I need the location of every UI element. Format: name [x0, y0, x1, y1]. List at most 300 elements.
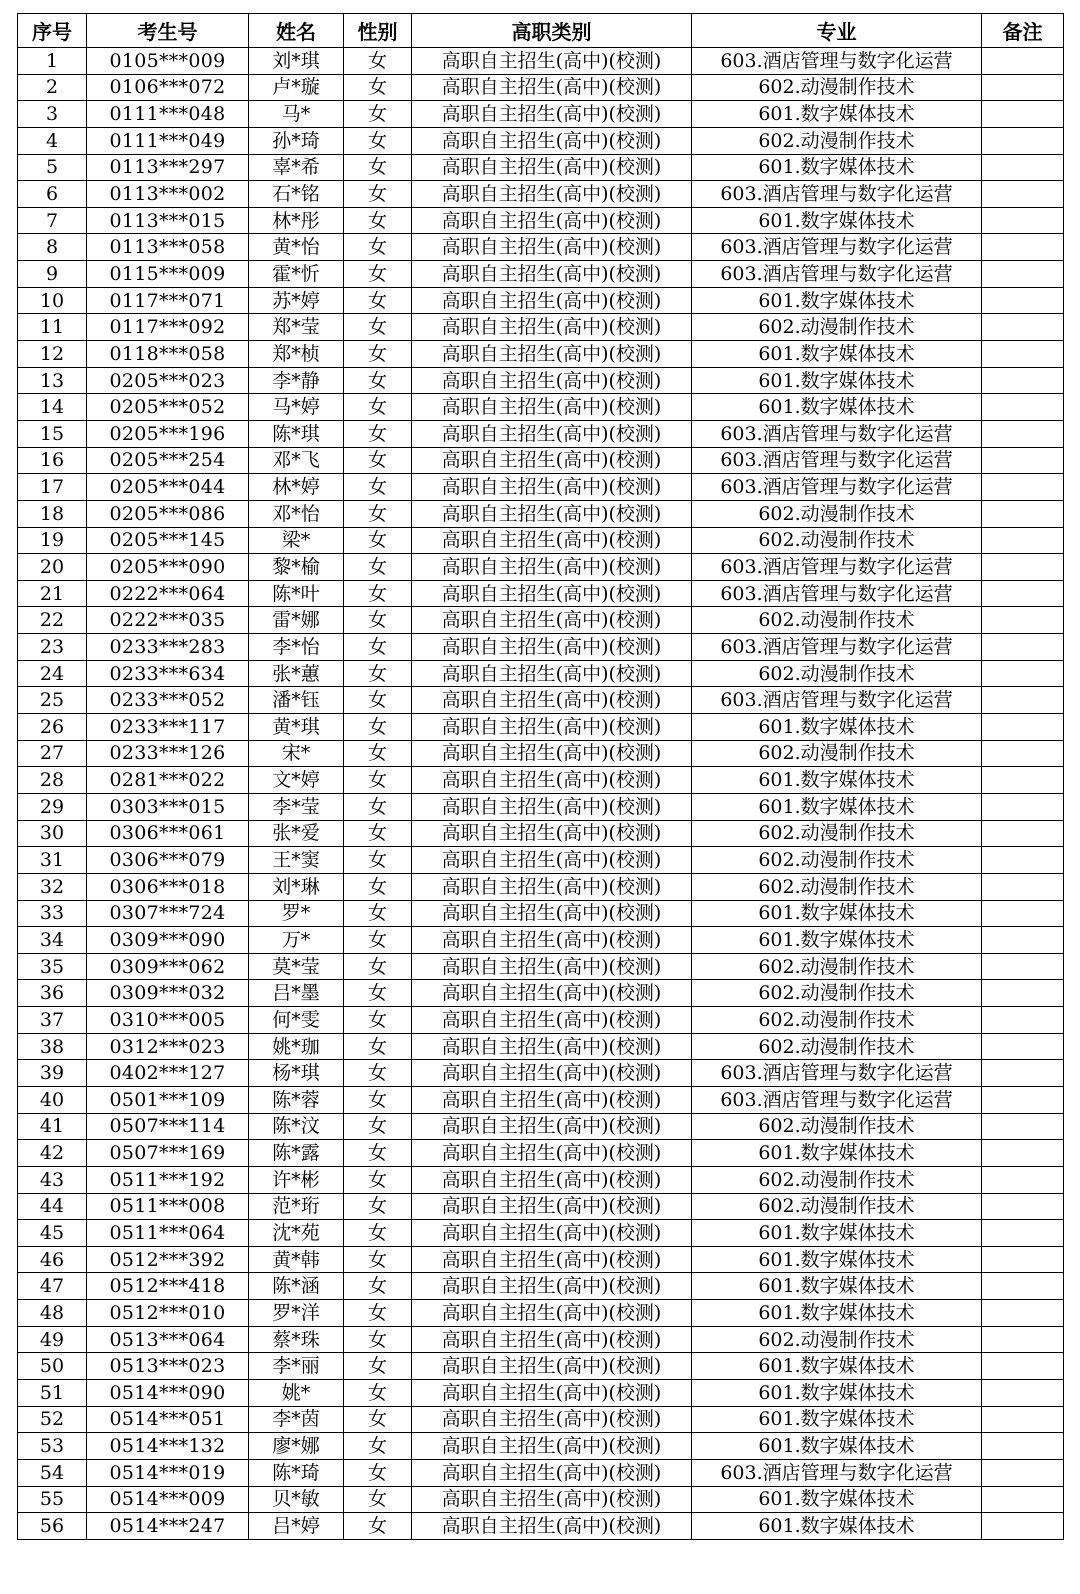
cell-category: 高职自主招生(高中)(校测) [412, 554, 692, 581]
cell-category: 高职自主招生(高中)(校测) [412, 500, 692, 527]
cell-note [982, 341, 1064, 368]
cell-major: 601.数字媒体技术 [692, 1273, 982, 1300]
cell-exam-id: 0113***002 [87, 181, 249, 208]
cell-name: 文*婷 [249, 767, 344, 794]
cell-name: 黄*韩 [249, 1246, 344, 1273]
cell-category: 高职自主招生(高中)(校测) [412, 154, 692, 181]
cell-name: 姚*珈 [249, 1033, 344, 1060]
cell-exam-id: 0113***058 [87, 234, 249, 261]
cell-seq: 2 [18, 74, 87, 101]
cell-seq: 38 [18, 1033, 87, 1060]
cell-category: 高职自主招生(高中)(校测) [412, 1140, 692, 1167]
cell-exam-id: 0113***297 [87, 154, 249, 181]
cell-name: 刘*琪 [249, 48, 344, 75]
cell-major: 601.数字媒体技术 [692, 207, 982, 234]
cell-category: 高职自主招生(高中)(校测) [412, 740, 692, 767]
cell-gender: 女 [344, 207, 412, 234]
cell-exam-id: 0205***090 [87, 554, 249, 581]
cell-major: 601.数字媒体技术 [692, 793, 982, 820]
cell-exam-id: 0105***009 [87, 48, 249, 75]
cell-name: 姚* [249, 1380, 344, 1407]
cell-exam-id: 0513***023 [87, 1353, 249, 1380]
cell-major: 602.动漫制作技术 [692, 873, 982, 900]
cell-gender: 女 [344, 1300, 412, 1327]
cell-note [982, 580, 1064, 607]
cell-exam-id: 0205***044 [87, 474, 249, 501]
cell-seq: 5 [18, 154, 87, 181]
cell-category: 高职自主招生(高中)(校测) [412, 420, 692, 447]
cell-gender: 女 [344, 927, 412, 954]
cell-note [982, 953, 1064, 980]
cell-exam-id: 0309***062 [87, 953, 249, 980]
cell-major: 601.数字媒体技术 [692, 1486, 982, 1513]
cell-name: 吕*婷 [249, 1513, 344, 1540]
table-row [18, 980, 1064, 1007]
cell-category: 高职自主招生(高中)(校测) [412, 1007, 692, 1034]
table-row [18, 1086, 1064, 1113]
cell-major: 601.数字媒体技术 [692, 1406, 982, 1433]
table-row [18, 1459, 1064, 1486]
cell-gender: 女 [344, 341, 412, 368]
cell-name: 邓*怡 [249, 500, 344, 527]
cell-seq: 54 [18, 1459, 87, 1486]
cell-major: 602.动漫制作技术 [692, 820, 982, 847]
cell-note [982, 314, 1064, 341]
cell-gender: 女 [344, 1193, 412, 1220]
cell-gender: 女 [344, 1380, 412, 1407]
table-row [18, 1353, 1064, 1380]
cell-note [982, 687, 1064, 714]
cell-gender: 女 [344, 314, 412, 341]
cell-note [982, 394, 1064, 421]
cell-note [982, 1086, 1064, 1113]
cell-name: 王*窦 [249, 847, 344, 874]
cell-seq: 52 [18, 1406, 87, 1433]
cell-major: 603.酒店管理与数字化运营 [692, 181, 982, 208]
cell-note [982, 1166, 1064, 1193]
cell-major: 603.酒店管理与数字化运营 [692, 447, 982, 474]
cell-category: 高职自主招生(高中)(校测) [412, 74, 692, 101]
cell-name: 郑*桢 [249, 341, 344, 368]
cell-note [982, 1513, 1064, 1540]
cell-seq: 31 [18, 847, 87, 874]
cell-note [982, 1273, 1064, 1300]
table-row [18, 527, 1064, 554]
cell-name: 潘*钰 [249, 687, 344, 714]
table-row [18, 127, 1064, 154]
cell-category: 高职自主招生(高中)(校测) [412, 261, 692, 288]
cell-name: 马* [249, 101, 344, 128]
cell-note [982, 634, 1064, 661]
cell-name: 张*蕙 [249, 660, 344, 687]
table-row [18, 1246, 1064, 1273]
cell-major: 601.数字媒体技术 [692, 1380, 982, 1407]
cell-gender: 女 [344, 1246, 412, 1273]
cell-seq: 16 [18, 447, 87, 474]
cell-exam-id: 0511***008 [87, 1193, 249, 1220]
cell-exam-id: 0514***132 [87, 1433, 249, 1460]
cell-category: 高职自主招生(高中)(校测) [412, 207, 692, 234]
cell-seq: 9 [18, 261, 87, 288]
cell-exam-id: 0111***049 [87, 127, 249, 154]
cell-note [982, 767, 1064, 794]
cell-exam-id: 0205***196 [87, 420, 249, 447]
cell-major: 603.酒店管理与数字化运营 [692, 554, 982, 581]
cell-major: 602.动漫制作技术 [692, 500, 982, 527]
cell-major: 601.数字媒体技术 [692, 767, 982, 794]
header-exam-id: 考生号 [87, 14, 249, 48]
cell-category: 高职自主招生(高中)(校测) [412, 714, 692, 741]
cell-name: 陈*琪 [249, 420, 344, 447]
cell-seq: 18 [18, 500, 87, 527]
cell-gender: 女 [344, 261, 412, 288]
cell-gender: 女 [344, 1459, 412, 1486]
table-row [18, 1433, 1064, 1460]
cell-gender: 女 [344, 1433, 412, 1460]
cell-major: 603.酒店管理与数字化运营 [692, 1459, 982, 1486]
cell-gender: 女 [344, 1326, 412, 1353]
table-row [18, 953, 1064, 980]
cell-name: 罗*洋 [249, 1300, 344, 1327]
cell-exam-id: 0513***064 [87, 1326, 249, 1353]
header-note: 备注 [982, 14, 1064, 48]
cell-gender: 女 [344, 580, 412, 607]
header-category: 高职类别 [412, 14, 692, 48]
cell-major: 603.酒店管理与数字化运营 [692, 1060, 982, 1087]
cell-seq: 39 [18, 1060, 87, 1087]
cell-exam-id: 0511***192 [87, 1166, 249, 1193]
cell-name: 苏*婷 [249, 287, 344, 314]
cell-category: 高职自主招生(高中)(校测) [412, 341, 692, 368]
table-row [18, 1220, 1064, 1247]
cell-name: 罗* [249, 900, 344, 927]
cell-seq: 21 [18, 580, 87, 607]
cell-name: 林*婷 [249, 474, 344, 501]
cell-exam-id: 0111***048 [87, 101, 249, 128]
cell-note [982, 181, 1064, 208]
cell-category: 高职自主招生(高中)(校测) [412, 1300, 692, 1327]
cell-category: 高职自主招生(高中)(校测) [412, 1353, 692, 1380]
cell-exam-id: 0306***061 [87, 820, 249, 847]
cell-gender: 女 [344, 287, 412, 314]
table-row [18, 394, 1064, 421]
table-row [18, 447, 1064, 474]
cell-seq: 20 [18, 554, 87, 581]
cell-major: 602.动漫制作技术 [692, 1113, 982, 1140]
cell-gender: 女 [344, 500, 412, 527]
cell-exam-id: 0514***051 [87, 1406, 249, 1433]
cell-exam-id: 0281***022 [87, 767, 249, 794]
cell-seq: 13 [18, 367, 87, 394]
cell-note [982, 154, 1064, 181]
cell-exam-id: 0512***010 [87, 1300, 249, 1327]
cell-gender: 女 [344, 74, 412, 101]
cell-category: 高职自主招生(高中)(校测) [412, 980, 692, 1007]
cell-gender: 女 [344, 687, 412, 714]
cell-gender: 女 [344, 1113, 412, 1140]
cell-name: 贝*敏 [249, 1486, 344, 1513]
cell-gender: 女 [344, 1273, 412, 1300]
table-row [18, 1406, 1064, 1433]
cell-name: 陈*叶 [249, 580, 344, 607]
cell-gender: 女 [344, 714, 412, 741]
cell-gender: 女 [344, 1140, 412, 1167]
cell-major: 603.酒店管理与数字化运营 [692, 234, 982, 261]
cell-gender: 女 [344, 980, 412, 1007]
cell-category: 高职自主招生(高中)(校测) [412, 367, 692, 394]
cell-gender: 女 [344, 48, 412, 75]
cell-major: 601.数字媒体技术 [692, 1433, 982, 1460]
cell-name: 黄*琪 [249, 714, 344, 741]
cell-note [982, 1326, 1064, 1353]
cell-gender: 女 [344, 953, 412, 980]
cell-category: 高职自主招生(高中)(校测) [412, 527, 692, 554]
cell-major: 603.酒店管理与数字化运营 [692, 48, 982, 75]
cell-category: 高职自主招生(高中)(校测) [412, 953, 692, 980]
cell-note [982, 1459, 1064, 1486]
cell-major: 602.动漫制作技术 [692, 847, 982, 874]
cell-gender: 女 [344, 767, 412, 794]
table-row [18, 287, 1064, 314]
cell-gender: 女 [344, 1220, 412, 1247]
cell-exam-id: 0222***035 [87, 607, 249, 634]
cell-name: 霍*忻 [249, 261, 344, 288]
cell-category: 高职自主招生(高中)(校测) [412, 634, 692, 661]
cell-note [982, 1113, 1064, 1140]
cell-category: 高职自主招生(高中)(校测) [412, 48, 692, 75]
cell-category: 高职自主招生(高中)(校测) [412, 1406, 692, 1433]
cell-exam-id: 0501***109 [87, 1086, 249, 1113]
cell-category: 高职自主招生(高中)(校测) [412, 1193, 692, 1220]
cell-category: 高职自主招生(高中)(校测) [412, 474, 692, 501]
cell-category: 高职自主招生(高中)(校测) [412, 687, 692, 714]
cell-seq: 42 [18, 1140, 87, 1167]
cell-name: 何*雯 [249, 1007, 344, 1034]
cell-category: 高职自主招生(高中)(校测) [412, 1380, 692, 1407]
cell-gender: 女 [344, 847, 412, 874]
cell-seq: 24 [18, 660, 87, 687]
cell-exam-id: 0106***072 [87, 74, 249, 101]
cell-major: 601.数字媒体技术 [692, 287, 982, 314]
cell-exam-id: 0205***023 [87, 367, 249, 394]
cell-gender: 女 [344, 474, 412, 501]
cell-gender: 女 [344, 1353, 412, 1380]
cell-exam-id: 0113***015 [87, 207, 249, 234]
table-row [18, 1060, 1064, 1087]
cell-gender: 女 [344, 234, 412, 261]
cell-gender: 女 [344, 1513, 412, 1540]
table-row [18, 1166, 1064, 1193]
cell-category: 高职自主招生(高中)(校测) [412, 607, 692, 634]
table-row [18, 1513, 1064, 1540]
cell-major: 602.动漫制作技术 [692, 1033, 982, 1060]
cell-major: 603.酒店管理与数字化运营 [692, 420, 982, 447]
cell-exam-id: 0514***247 [87, 1513, 249, 1540]
cell-gender: 女 [344, 367, 412, 394]
cell-note [982, 500, 1064, 527]
cell-note [982, 660, 1064, 687]
cell-gender: 女 [344, 1007, 412, 1034]
cell-major: 603.酒店管理与数字化运营 [692, 261, 982, 288]
cell-note [982, 1433, 1064, 1460]
table-row [18, 607, 1064, 634]
cell-major: 601.数字媒体技术 [692, 154, 982, 181]
table-row [18, 1486, 1064, 1513]
cell-category: 高职自主招生(高中)(校测) [412, 287, 692, 314]
cell-category: 高职自主招生(高中)(校测) [412, 101, 692, 128]
cell-name: 石*铭 [249, 181, 344, 208]
cell-gender: 女 [344, 420, 412, 447]
cell-seq: 22 [18, 607, 87, 634]
cell-major: 601.数字媒体技术 [692, 1300, 982, 1327]
cell-gender: 女 [344, 527, 412, 554]
cell-category: 高职自主招生(高中)(校测) [412, 927, 692, 954]
cell-name: 蔡*珠 [249, 1326, 344, 1353]
cell-gender: 女 [344, 154, 412, 181]
cell-exam-id: 0233***126 [87, 740, 249, 767]
cell-seq: 29 [18, 793, 87, 820]
cell-category: 高职自主招生(高中)(校测) [412, 1273, 692, 1300]
table-row [18, 341, 1064, 368]
cell-seq: 28 [18, 767, 87, 794]
cell-exam-id: 0514***019 [87, 1459, 249, 1486]
cell-note [982, 873, 1064, 900]
cell-note [982, 847, 1064, 874]
cell-gender: 女 [344, 1486, 412, 1513]
cell-name: 莫*莹 [249, 953, 344, 980]
cell-gender: 女 [344, 740, 412, 767]
cell-name: 陈*琦 [249, 1459, 344, 1486]
table-row [18, 207, 1064, 234]
cell-seq: 26 [18, 714, 87, 741]
cell-seq: 36 [18, 980, 87, 1007]
cell-name: 杨*琪 [249, 1060, 344, 1087]
table-row [18, 820, 1064, 847]
table-row [18, 634, 1064, 661]
cell-note [982, 74, 1064, 101]
cell-exam-id: 0512***392 [87, 1246, 249, 1273]
cell-exam-id: 0233***117 [87, 714, 249, 741]
cell-name: 陈*蓉 [249, 1086, 344, 1113]
cell-seq: 56 [18, 1513, 87, 1540]
cell-seq: 55 [18, 1486, 87, 1513]
cell-category: 高职自主招生(高中)(校测) [412, 1086, 692, 1113]
cell-major: 602.动漫制作技术 [692, 527, 982, 554]
cell-name: 张*爱 [249, 820, 344, 847]
cell-gender: 女 [344, 820, 412, 847]
cell-major: 602.动漫制作技术 [692, 74, 982, 101]
cell-note [982, 447, 1064, 474]
cell-note [982, 714, 1064, 741]
table-row [18, 767, 1064, 794]
cell-note [982, 474, 1064, 501]
cell-name: 吕*墨 [249, 980, 344, 1007]
cell-note [982, 207, 1064, 234]
cell-seq: 33 [18, 900, 87, 927]
cell-name: 陈*露 [249, 1140, 344, 1167]
cell-note [982, 1380, 1064, 1407]
header-major: 专业 [692, 14, 982, 48]
cell-category: 高职自主招生(高中)(校测) [412, 900, 692, 927]
cell-major: 602.动漫制作技术 [692, 1007, 982, 1034]
cell-seq: 19 [18, 527, 87, 554]
cell-exam-id: 0307***724 [87, 900, 249, 927]
cell-exam-id: 0205***254 [87, 447, 249, 474]
table-row [18, 740, 1064, 767]
cell-major: 603.酒店管理与数字化运营 [692, 1086, 982, 1113]
cell-exam-id: 0306***079 [87, 847, 249, 874]
cell-major: 602.动漫制作技术 [692, 953, 982, 980]
cell-name: 黎*榆 [249, 554, 344, 581]
header-seq: 序号 [18, 14, 87, 48]
cell-gender: 女 [344, 554, 412, 581]
cell-major: 601.数字媒体技术 [692, 101, 982, 128]
table-row [18, 687, 1064, 714]
table-row [18, 101, 1064, 128]
cell-exam-id: 0309***090 [87, 927, 249, 954]
cell-note [982, 793, 1064, 820]
cell-name: 范*珩 [249, 1193, 344, 1220]
cell-major: 602.动漫制作技术 [692, 607, 982, 634]
cell-seq: 40 [18, 1086, 87, 1113]
cell-category: 高职自主招生(高中)(校测) [412, 394, 692, 421]
table-row [18, 793, 1064, 820]
cell-exam-id: 0511***064 [87, 1220, 249, 1247]
cell-name: 林*彤 [249, 207, 344, 234]
cell-seq: 35 [18, 953, 87, 980]
cell-seq: 48 [18, 1300, 87, 1327]
table-row [18, 420, 1064, 447]
cell-category: 高职自主招生(高中)(校测) [412, 447, 692, 474]
cell-name: 李*静 [249, 367, 344, 394]
cell-note [982, 900, 1064, 927]
cell-major: 601.数字媒体技术 [692, 900, 982, 927]
cell-category: 高职自主招生(高中)(校测) [412, 1513, 692, 1540]
cell-category: 高职自主招生(高中)(校测) [412, 314, 692, 341]
cell-note [982, 1406, 1064, 1433]
cell-gender: 女 [344, 660, 412, 687]
table-row [18, 1193, 1064, 1220]
cell-category: 高职自主招生(高中)(校测) [412, 1433, 692, 1460]
table-row [18, 234, 1064, 261]
cell-name: 郑*莹 [249, 314, 344, 341]
cell-gender: 女 [344, 1406, 412, 1433]
cell-category: 高职自主招生(高中)(校测) [412, 1113, 692, 1140]
cell-category: 高职自主招生(高中)(校测) [412, 660, 692, 687]
cell-seq: 14 [18, 394, 87, 421]
cell-name: 万* [249, 927, 344, 954]
cell-seq: 1 [18, 48, 87, 75]
cell-name: 孙*琦 [249, 127, 344, 154]
cell-name: 廖*娜 [249, 1433, 344, 1460]
cell-note [982, 554, 1064, 581]
cell-name: 梁* [249, 527, 344, 554]
cell-exam-id: 0507***169 [87, 1140, 249, 1167]
cell-exam-id: 0514***090 [87, 1380, 249, 1407]
cell-gender: 女 [344, 793, 412, 820]
cell-seq: 51 [18, 1380, 87, 1407]
cell-name: 马*婷 [249, 394, 344, 421]
table-body [18, 48, 1064, 1540]
table-row [18, 314, 1064, 341]
cell-major: 602.动漫制作技术 [692, 1166, 982, 1193]
cell-seq: 6 [18, 181, 87, 208]
cell-category: 高职自主招生(高中)(校测) [412, 793, 692, 820]
header-name: 姓名 [249, 14, 344, 48]
cell-note [982, 101, 1064, 128]
table-header-row [18, 14, 1064, 48]
table-row [18, 927, 1064, 954]
